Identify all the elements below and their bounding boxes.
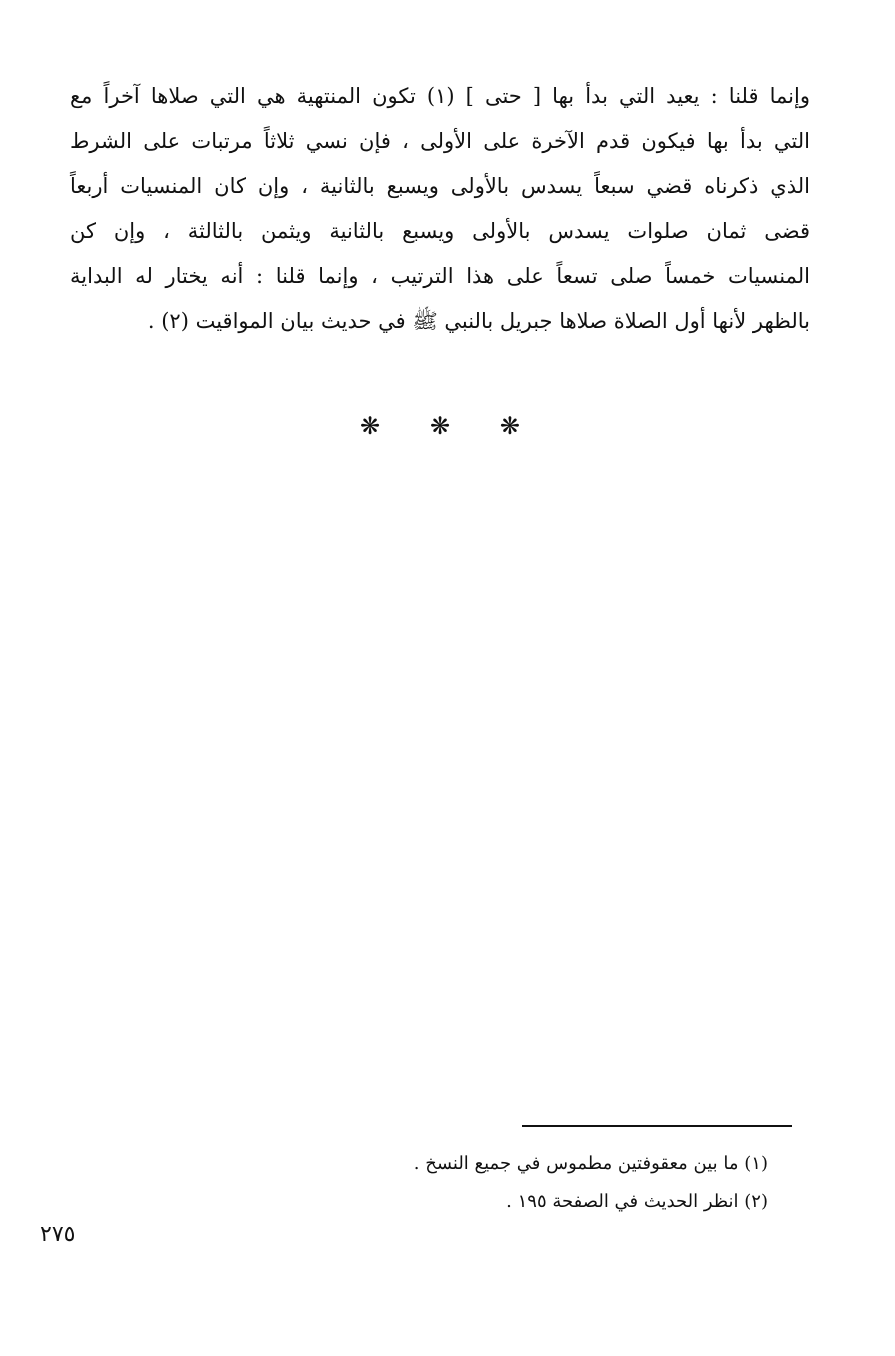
paragraph-line: قضى ثمان صلوات يسدس بالأولى ويسبع بالثانية ويثمن بالثالثة ، وإن كن <box>70 219 810 243</box>
section-separator <box>360 412 520 440</box>
footnote-2: (٢) انظر الحديث في الصفحة ١٩٥ . <box>506 1191 768 1212</box>
page-number: ٢٧٥ <box>40 1222 76 1247</box>
footnotes <box>300 1145 768 1221</box>
paragraph-line: الذي ذكرناه قضي سبعاً يسدس بالأولى ويسبع بالثانية ، وإن كان المنسيات أربعاً <box>70 174 810 198</box>
paragraph-line: وإنما قلنا : يعيد التي بدأ بها [ حتى ] (١) تكون المنتهية هي التي صلاها آخراً مع <box>70 84 810 108</box>
paragraph-line: المنسيات خمساً صلى تسعاً على هذا الترتيب ، وإنما قلنا : أنه يختار له البداية <box>70 264 810 288</box>
paragraph-line: بالظهر لأنها أول الصلاة صلاها جبريل بالنبي ﷺ في حديث بيان المواقيت (٢) . <box>147 309 810 333</box>
separator-star-icon: ❋ <box>429 412 451 440</box>
footnote-1: (١) ما بين معقوفتين مطموس في جميع النسخ . <box>413 1153 768 1174</box>
separator-star-icon: ❋ <box>499 412 520 440</box>
paragraph-line: التي بدأ بها فيكون قدم الآخرة على الأولى ، فإن نسي ثلاثاً مرتبات على الشرط <box>70 129 810 153</box>
footnote-divider <box>522 1125 792 1127</box>
main-paragraph <box>70 74 810 344</box>
separator-star-icon: ❋ <box>360 412 381 440</box>
